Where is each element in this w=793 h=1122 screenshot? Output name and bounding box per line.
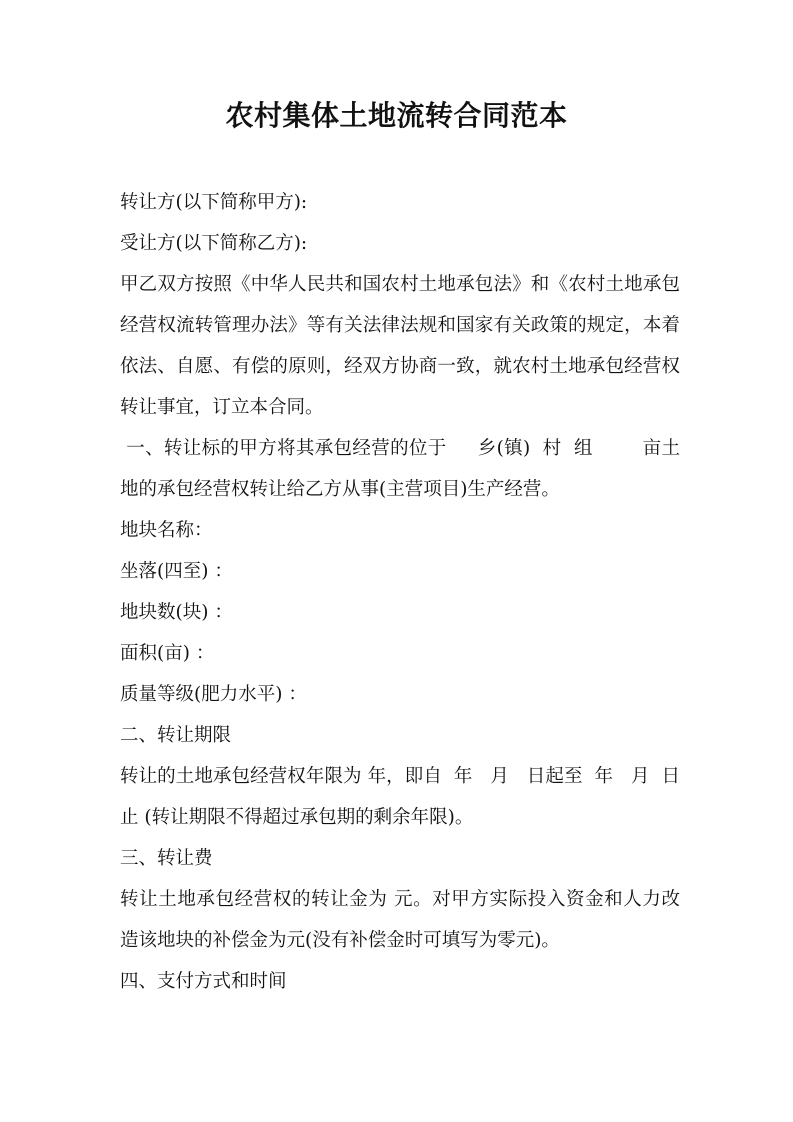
- clause-2-term: 转让的土地承包经营权年限为 年，即自 年 月 日起至 年 月 日止 (转让期限不得超过承包期的剩余年限)。: [120, 766, 680, 828]
- field-location: 坐落(四至) ：: [120, 561, 233, 582]
- document-title: 农村集体土地流转合同范本: [225, 99, 568, 132]
- clause-2-heading: 二、转让期限: [120, 725, 232, 746]
- field-plot-count: 地块数(块) ：: [120, 602, 233, 623]
- document-body: [120, 182, 680, 1002]
- field-plot-name: 地块名称：: [120, 520, 213, 541]
- transferee-line: 受让方(以下简称乙方):: [120, 233, 308, 254]
- transferor-line: 转让方(以下简称甲方):: [120, 192, 308, 213]
- clause-3-fee: 转让土地承包经营权的转让金为 元。对甲方实际投入资金和人力改造该地块的补偿金为元(没有补偿金时可填写为零元)。: [120, 889, 680, 951]
- preamble-paragraph: 甲乙双方按照《中华人民共和国农村土地承包法》和《农村土地承包经营权流转管理办法》等有关法律法规和国家有关政策的规定，本着依法、自愿、有偿的原则，经双方协商一致，就农村土地承包经营权转让事宜，订立本合同。: [120, 274, 680, 418]
- field-area: 面积(亩) ：: [120, 643, 215, 664]
- clause-4-heading: 四、支付方式和时间: [120, 971, 287, 992]
- clause-3-heading: 三、转让费: [120, 848, 213, 869]
- field-quality-grade: 质量等级(肥力水平) ：: [120, 684, 307, 705]
- clause-1-subject: 一、转让标的甲方将其承包经营的位于 乡(镇) 村 组 亩土地的承包经营权转让给乙方从事(主营项目)生产经营。: [120, 438, 680, 500]
